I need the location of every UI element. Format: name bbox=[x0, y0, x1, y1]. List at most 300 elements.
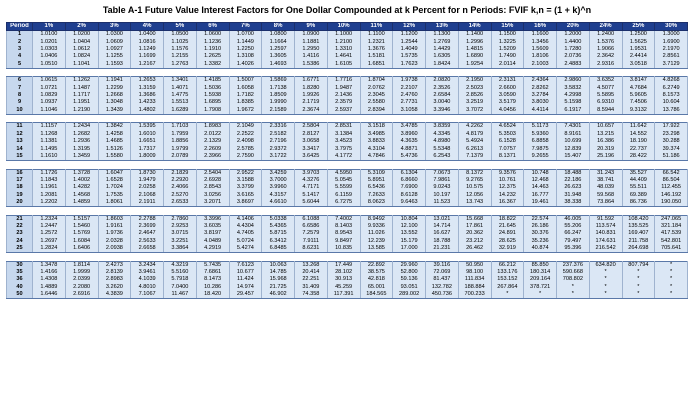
factor-cell: 6.2613 bbox=[458, 146, 491, 153]
factor-cell: 6.3412 bbox=[262, 238, 295, 245]
factor-cell: 2.6658 bbox=[131, 245, 164, 253]
factor-cell: 59.136 bbox=[393, 276, 426, 283]
factor-cell: 1.8106 bbox=[524, 53, 557, 60]
factor-cell: 1.0510 bbox=[33, 61, 66, 69]
factor-cell: * bbox=[655, 269, 688, 276]
factor-cell: 1.1843 bbox=[33, 177, 66, 184]
factor-cell: 55.511 bbox=[622, 184, 655, 191]
factor-cell: 3.3864 bbox=[164, 245, 197, 253]
factor-cell: 1.7280 bbox=[557, 46, 590, 53]
factor-cell: 13.786 bbox=[655, 107, 688, 115]
factor-cell: 1.2447 bbox=[33, 223, 66, 230]
factor-cell: 1.9479 bbox=[131, 177, 164, 184]
factor-cell: 4.1039 bbox=[131, 276, 164, 283]
factor-cell: 4.7684 bbox=[622, 85, 655, 92]
header-rate: 20% bbox=[557, 23, 590, 31]
factor-cell: 40.874 bbox=[524, 245, 557, 253]
period-cell: 30 bbox=[7, 261, 33, 269]
spacer-cell bbox=[7, 207, 688, 215]
factor-cell: 26.623 bbox=[557, 184, 590, 191]
factor-cell: 7.9875 bbox=[524, 146, 557, 153]
factor-cell: 1.9736 bbox=[98, 230, 131, 237]
factor-cell: 13.552 bbox=[393, 230, 426, 237]
factor-cell: 1.1249 bbox=[131, 46, 164, 53]
table-row bbox=[7, 53, 688, 60]
table-row bbox=[7, 223, 688, 230]
factor-cell: 10.604 bbox=[655, 99, 688, 106]
factor-cell: 2.8531 bbox=[327, 123, 360, 131]
factor-cell: 1.6406 bbox=[65, 245, 98, 253]
factor-cell: 2.3526 bbox=[426, 85, 459, 92]
factor-cell: 1.8856 bbox=[164, 138, 197, 145]
factor-cell: 2.2920 bbox=[164, 177, 197, 184]
table-row bbox=[7, 46, 688, 53]
factor-cell: 4.3157 bbox=[262, 192, 295, 199]
factor-cell: 23.212 bbox=[458, 238, 491, 245]
factor-cell: 3.1384 bbox=[327, 131, 360, 138]
factor-cell: 1.1941 bbox=[98, 77, 131, 85]
factor-cell: 1.7490 bbox=[491, 53, 524, 60]
factor-cell: * bbox=[655, 291, 688, 299]
factor-cell: 1.7716 bbox=[327, 77, 360, 85]
factor-cell: 3.3996 bbox=[196, 215, 229, 223]
factor-cell: 1.0721 bbox=[33, 85, 66, 92]
factor-cell: 190.050 bbox=[655, 199, 688, 207]
factor-cell: 2.0328 bbox=[98, 238, 131, 245]
factor-cell: 4.5077 bbox=[589, 85, 622, 92]
table-body bbox=[7, 31, 688, 299]
factor-cell: * bbox=[622, 284, 655, 291]
factor-cell: 10.804 bbox=[393, 215, 426, 223]
period-cell: 13 bbox=[7, 138, 33, 145]
factor-cell: 1.2434 bbox=[65, 123, 98, 131]
factor-cell: 1.3439 bbox=[98, 107, 131, 115]
factor-cell: 86.736 bbox=[622, 199, 655, 207]
factor-cell: 4.3219 bbox=[164, 261, 197, 269]
factor-cell: 1.1881 bbox=[295, 39, 328, 46]
factor-cell: * bbox=[589, 269, 622, 276]
factor-cell: * bbox=[655, 284, 688, 291]
factor-cell: 42.818 bbox=[360, 276, 393, 283]
factor-cell: 4.3345 bbox=[426, 131, 459, 138]
factor-cell: 2.4647 bbox=[131, 230, 164, 237]
factor-cell: 20.319 bbox=[589, 146, 622, 153]
factor-cell: 3.0715 bbox=[164, 230, 197, 237]
factor-cell: 6.8485 bbox=[262, 245, 295, 253]
factor-cell: 2.2788 bbox=[131, 215, 164, 223]
factor-cell: 542.801 bbox=[655, 238, 688, 245]
factor-cell: 44.409 bbox=[622, 177, 655, 184]
factor-cell: 1.0700 bbox=[229, 31, 262, 39]
header-rate: 24% bbox=[589, 23, 622, 31]
factor-cell: 14.785 bbox=[262, 269, 295, 276]
factor-cell: 417.539 bbox=[655, 230, 688, 237]
factor-cell: 1.4233 bbox=[131, 99, 164, 106]
factor-cell: 7.6861 bbox=[196, 269, 229, 276]
factor-cell: 4.1406 bbox=[229, 215, 262, 223]
factor-cell: 184.565 bbox=[360, 291, 393, 299]
factor-cell: 1.4282 bbox=[65, 184, 98, 191]
factor-cell: 13.585 bbox=[360, 245, 393, 253]
factor-cell: 708.802 bbox=[557, 276, 590, 283]
factor-cell: 5.4736 bbox=[393, 153, 426, 161]
group-spacer bbox=[7, 253, 688, 261]
fvif-table bbox=[6, 22, 688, 299]
factor-cell: 16.627 bbox=[426, 230, 459, 237]
factor-cell: 5.5599 bbox=[327, 184, 360, 191]
factor-cell: 1.8704 bbox=[360, 77, 393, 85]
factor-cell: 1.3456 bbox=[524, 39, 557, 46]
factor-cell: 2.8139 bbox=[98, 269, 131, 276]
factor-cell: 30.376 bbox=[524, 230, 557, 237]
factor-cell: 2.0762 bbox=[360, 85, 393, 92]
factor-cell: 10.197 bbox=[426, 192, 459, 199]
factor-cell: 8.6231 bbox=[295, 245, 328, 253]
factor-cell: 1.5036 bbox=[196, 85, 229, 92]
factor-cell: 3.7000 bbox=[262, 177, 295, 184]
factor-cell: 20.414 bbox=[295, 269, 328, 276]
factor-cell: 153.152 bbox=[491, 276, 524, 283]
header-rate: 13% bbox=[426, 23, 459, 31]
factor-cell: 2.6584 bbox=[426, 92, 459, 99]
factor-cell: 2.4760 bbox=[393, 92, 426, 99]
factor-cell: 2.1049 bbox=[229, 123, 262, 131]
factor-cell: 3.7975 bbox=[327, 146, 360, 153]
factor-cell: 6.7275 bbox=[327, 199, 360, 207]
period-cell: 3 bbox=[7, 46, 33, 53]
factor-cell: 59.568 bbox=[589, 192, 622, 199]
factor-cell: 1.5460 bbox=[65, 223, 98, 230]
group-spacer bbox=[7, 207, 688, 215]
factor-cell: 3.7072 bbox=[458, 107, 491, 115]
factor-cell: 1.0609 bbox=[98, 39, 131, 46]
factor-cell: 3.3946 bbox=[426, 107, 459, 115]
factor-cell: 5.5348 bbox=[426, 146, 459, 153]
period-cell: 21 bbox=[7, 215, 33, 223]
factor-cell: 1.9066 bbox=[589, 46, 622, 53]
factor-cell: 29.960 bbox=[393, 261, 426, 269]
factor-cell: 1.5376 bbox=[589, 39, 622, 46]
factor-cell: * bbox=[557, 291, 590, 299]
factor-cell: 590.668 bbox=[557, 269, 590, 276]
factor-cell: 1.4026 bbox=[229, 61, 262, 69]
factor-cell: 5.7918 bbox=[164, 276, 197, 283]
factor-cell: 1.6058 bbox=[229, 85, 262, 92]
factor-cell: 1.5769 bbox=[65, 230, 98, 237]
factor-cell: 1.0201 bbox=[33, 39, 66, 46]
factor-cell: 5.1173 bbox=[524, 123, 557, 131]
factor-cell: 1.4166 bbox=[33, 269, 66, 276]
factor-cell: 2.4066 bbox=[164, 184, 197, 191]
table-row bbox=[7, 107, 688, 115]
factor-cell: 1.6528 bbox=[98, 177, 131, 184]
factor-cell: 9.3576 bbox=[491, 169, 524, 177]
header-rate: 15% bbox=[491, 23, 524, 31]
factor-cell: 3.0590 bbox=[491, 92, 524, 99]
factor-cell: 1.0600 bbox=[196, 31, 229, 39]
factor-cell: 1.0816 bbox=[131, 39, 164, 46]
factor-cell: 11.523 bbox=[426, 199, 459, 207]
factor-cell: 2.2609 bbox=[196, 146, 229, 153]
factor-cell: 2.3579 bbox=[327, 99, 360, 106]
factor-cell: 1.2202 bbox=[33, 199, 66, 207]
factor-cell: 1.0400 bbox=[131, 31, 164, 39]
factor-cell: 21.725 bbox=[262, 284, 295, 291]
factor-cell: 24.891 bbox=[491, 230, 524, 237]
factor-cell: 1.0406 bbox=[33, 53, 66, 60]
factor-cell: 1.7103 bbox=[164, 123, 197, 131]
factor-cell: * bbox=[491, 291, 524, 299]
factor-cell: 8.0623 bbox=[360, 199, 393, 207]
factor-cell: 6.1304 bbox=[393, 169, 426, 177]
factor-cell: 1.3195 bbox=[65, 146, 98, 153]
table-row bbox=[7, 291, 688, 299]
factor-cell: 17.861 bbox=[458, 223, 491, 230]
factor-cell: 31.243 bbox=[589, 169, 622, 177]
factor-cell: 29.457 bbox=[229, 291, 262, 299]
factor-cell: 2.4883 bbox=[557, 61, 590, 69]
factor-cell: 74.358 bbox=[295, 291, 328, 299]
factor-cell: 2.7860 bbox=[164, 215, 197, 223]
factor-cell: 1.0404 bbox=[65, 39, 98, 46]
factor-cell: 180.314 bbox=[524, 269, 557, 276]
factor-cell: 8.1403 bbox=[327, 223, 360, 230]
period-cell: 19 bbox=[7, 192, 33, 199]
factor-cell: 26.186 bbox=[524, 223, 557, 230]
factor-cell: 1.2653 bbox=[131, 77, 164, 85]
factor-cell: 3.0518 bbox=[622, 61, 655, 69]
factor-cell: 1.2155 bbox=[164, 53, 197, 60]
factor-cell: 1.9161 bbox=[98, 223, 131, 230]
factor-cell: 9.2765 bbox=[458, 177, 491, 184]
factor-cell: 3.2251 bbox=[164, 238, 197, 245]
factor-cell: 2.8262 bbox=[524, 85, 557, 92]
factor-cell: 1.6771 bbox=[295, 77, 328, 85]
factor-cell: 1.5735 bbox=[393, 53, 426, 60]
factor-cell: 5.0724 bbox=[229, 238, 262, 245]
table-title: Table A-1 Future Value Interest Factors for One Dollar Compounded at k Percent for n Periods: FVIF k,n = (1 + k)^n bbox=[102, 5, 592, 15]
factor-cell: 5.4924 bbox=[458, 138, 491, 145]
factor-cell: 378.721 bbox=[524, 284, 557, 291]
factor-cell: 1.3382 bbox=[196, 61, 229, 69]
factor-cell: 2.9372 bbox=[262, 146, 295, 153]
factor-cell: * bbox=[622, 276, 655, 283]
factor-cell: 2.5633 bbox=[131, 238, 164, 245]
factor-cell: 20.362 bbox=[458, 230, 491, 237]
factor-cell: 9.0243 bbox=[426, 184, 459, 191]
factor-cell: 48.039 bbox=[589, 184, 622, 191]
factor-cell: 1.7138 bbox=[262, 85, 295, 92]
factor-cell: 7.2579 bbox=[295, 230, 328, 237]
factor-cell: 3.2519 bbox=[458, 99, 491, 106]
group-spacer bbox=[7, 115, 688, 123]
period-cell: 4 bbox=[7, 53, 33, 60]
factor-cell: 3.6352 bbox=[589, 77, 622, 85]
period-cell: 18 bbox=[7, 184, 33, 191]
factor-cell: 86.504 bbox=[655, 177, 688, 184]
factor-cell: 1.9799 bbox=[164, 146, 197, 153]
factor-cell: 28.625 bbox=[491, 238, 524, 245]
factor-cell: 1.2668 bbox=[98, 92, 131, 99]
factor-cell: 1.1262 bbox=[65, 77, 98, 85]
factor-cell: 1.5181 bbox=[360, 53, 393, 60]
factor-cell: 2.6533 bbox=[164, 199, 197, 207]
period-cell: 6 bbox=[7, 77, 33, 85]
factor-cell: 135.525 bbox=[622, 223, 655, 230]
factor-cell: 3.9703 bbox=[295, 169, 328, 177]
factor-cell: 6.2749 bbox=[655, 85, 688, 92]
factor-cell: 2.5937 bbox=[327, 107, 360, 115]
fvif-table-container bbox=[6, 22, 688, 299]
factor-cell: 16.386 bbox=[589, 138, 622, 145]
factor-cell: 17.000 bbox=[393, 245, 426, 253]
factor-cell: 1.6010 bbox=[131, 131, 164, 138]
table-row bbox=[7, 215, 688, 223]
factor-cell: 1.9487 bbox=[327, 85, 360, 92]
factor-cell: 6.1528 bbox=[491, 138, 524, 145]
factor-cell: * bbox=[557, 284, 590, 291]
factor-cell: 2.4364 bbox=[524, 77, 557, 85]
period-cell: 17 bbox=[7, 177, 33, 184]
factor-cell: 1.8009 bbox=[131, 153, 164, 161]
factor-cell: 4.2998 bbox=[557, 92, 590, 99]
factor-cell: 2.6928 bbox=[196, 177, 229, 184]
factor-cell: 8.1573 bbox=[655, 92, 688, 99]
factor-cell: 73.864 bbox=[589, 199, 622, 207]
factor-cell: 2.2107 bbox=[393, 85, 426, 92]
factor-cell: 1.2936 bbox=[65, 138, 98, 145]
factor-cell: 1.8061 bbox=[98, 199, 131, 207]
factor-cell: 81.437 bbox=[426, 276, 459, 283]
factor-cell: 5.5895 bbox=[589, 92, 622, 99]
factor-cell: * bbox=[524, 291, 557, 299]
factor-cell: 6.1088 bbox=[295, 215, 328, 223]
factor-cell: 4.3276 bbox=[295, 177, 328, 184]
factor-cell: 1.2544 bbox=[393, 39, 426, 46]
header-rate: 9% bbox=[295, 23, 328, 31]
factor-cell: 7.4506 bbox=[622, 99, 655, 106]
factor-cell: 1.1157 bbox=[33, 123, 66, 131]
factor-cell: 6.6586 bbox=[295, 223, 328, 230]
table-row bbox=[7, 177, 688, 184]
factor-cell: 1.2996 bbox=[458, 39, 491, 46]
factor-cell: 1.3478 bbox=[33, 261, 66, 269]
factor-cell: 2.9522 bbox=[229, 169, 262, 177]
factor-cell: 12.839 bbox=[557, 146, 590, 153]
factor-cell: 46.005 bbox=[557, 215, 590, 223]
factor-cell: 132.782 bbox=[426, 284, 459, 291]
factor-cell: 10.657 bbox=[589, 123, 622, 131]
period-cell: 12 bbox=[7, 131, 33, 138]
factor-cell: 1.1726 bbox=[33, 169, 66, 177]
factor-cell: 30.288 bbox=[655, 138, 688, 145]
factor-cell: 5.1598 bbox=[557, 99, 590, 106]
factor-cell: 1.1961 bbox=[33, 184, 66, 191]
factor-cell: 4.8268 bbox=[655, 77, 688, 85]
factor-cell: 2.1068 bbox=[131, 192, 164, 199]
factor-cell: 13.215 bbox=[589, 131, 622, 138]
factor-cell: 3.1588 bbox=[229, 177, 262, 184]
factor-cell: 2.0258 bbox=[131, 184, 164, 191]
factor-cell: 1.4859 bbox=[65, 199, 98, 207]
table-row bbox=[7, 153, 688, 161]
factor-cell: 4.5950 bbox=[327, 169, 360, 177]
factor-cell: 28.422 bbox=[622, 153, 655, 161]
factor-cell: 9.6463 bbox=[393, 199, 426, 207]
factor-cell: 1.7024 bbox=[98, 184, 131, 191]
factor-cell: 1.6890 bbox=[458, 53, 491, 60]
factor-cell: 2.5270 bbox=[164, 192, 197, 199]
factor-cell: 65.001 bbox=[360, 284, 393, 291]
factor-cell: 2.8394 bbox=[360, 107, 393, 115]
factor-cell: 2.3674 bbox=[295, 107, 328, 115]
factor-cell: 4.4114 bbox=[524, 107, 557, 115]
period-cell: 36 bbox=[7, 276, 33, 283]
factor-cell: 3.4259 bbox=[262, 169, 295, 177]
factor-cell: 3.8960 bbox=[393, 131, 426, 138]
factor-cell: 1.5209 bbox=[491, 46, 524, 53]
table-row bbox=[7, 61, 688, 69]
factor-cell: 55.206 bbox=[557, 223, 590, 230]
factor-cell: 5.8951 bbox=[360, 177, 393, 184]
factor-cell: 1.1200 bbox=[393, 31, 426, 39]
factor-cell: 9.9336 bbox=[360, 223, 393, 230]
factor-cell: 2.8983 bbox=[98, 276, 131, 283]
factor-cell: 12.056 bbox=[458, 192, 491, 199]
table-row bbox=[7, 146, 688, 153]
factor-cell: 38.741 bbox=[589, 177, 622, 184]
period-cell: 1 bbox=[7, 31, 33, 39]
table-row bbox=[7, 92, 688, 99]
factor-cell: 2.0122 bbox=[196, 131, 229, 138]
factor-cell: 1.3310 bbox=[327, 46, 360, 53]
factor-cell: 93.051 bbox=[393, 284, 426, 291]
factor-cell: 1.2500 bbox=[622, 31, 655, 39]
factor-cell: 5.3109 bbox=[360, 169, 393, 177]
factor-cell: 1.9738 bbox=[393, 77, 426, 85]
factor-cell: 1.6900 bbox=[655, 39, 688, 46]
factor-cell: 3.6425 bbox=[295, 153, 328, 161]
factor-cell: 10.835 bbox=[327, 245, 360, 253]
factor-cell: 1.3048 bbox=[98, 99, 131, 106]
factor-cell: 188.884 bbox=[458, 284, 491, 291]
factor-cell: 1.5869 bbox=[262, 77, 295, 85]
factor-cell: 3.8697 bbox=[229, 199, 262, 207]
factor-cell: 1.2081 bbox=[33, 192, 66, 199]
factor-cell: 3.6165 bbox=[229, 192, 262, 199]
factor-cell: 5.4365 bbox=[262, 223, 295, 230]
header-rate: 1% bbox=[33, 23, 66, 31]
factor-cell: 38.338 bbox=[557, 199, 590, 207]
factor-cell: 1.1025 bbox=[164, 39, 197, 46]
factor-cell: 2.4098 bbox=[229, 138, 262, 145]
header-rate: 14% bbox=[458, 23, 491, 31]
factor-cell: 1.9672 bbox=[229, 107, 262, 115]
factor-cell: 1.5580 bbox=[98, 153, 131, 161]
factor-cell: 1.6305 bbox=[426, 53, 459, 60]
factor-cell: 247.065 bbox=[655, 215, 688, 223]
factor-cell: 1.8603 bbox=[98, 215, 131, 223]
factor-cell: 1.5609 bbox=[524, 46, 557, 53]
header-rate: 16% bbox=[524, 23, 557, 31]
factor-cell: 2.8526 bbox=[458, 92, 491, 99]
factor-cell: 69.389 bbox=[622, 192, 655, 199]
factor-cell: 15.668 bbox=[458, 215, 491, 223]
factor-cell: 11.642 bbox=[622, 123, 655, 131]
factor-cell: 1.4815 bbox=[458, 46, 491, 53]
factor-cell: * bbox=[655, 261, 688, 269]
factor-cell: 3.0256 bbox=[196, 192, 229, 199]
